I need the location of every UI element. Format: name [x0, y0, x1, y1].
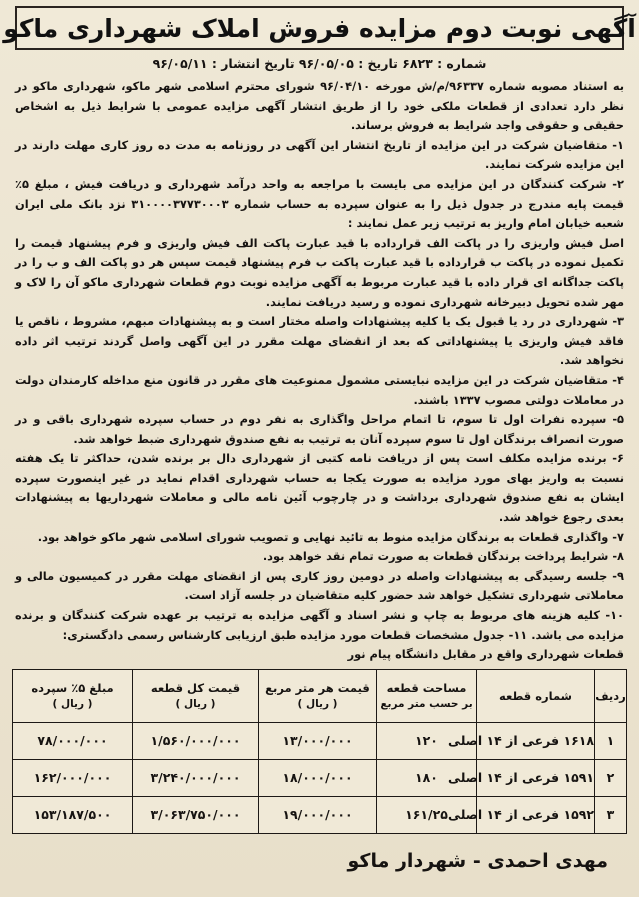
header-deposit-label: مبلغ ۵٪ سپرده [31, 680, 114, 695]
header-unit-price [259, 669, 377, 722]
cell-unit-price: ۱۹/۰۰۰/۰۰۰ [259, 796, 377, 833]
cell-unit-price: ۱۳/۰۰۰/۰۰۰ [259, 722, 377, 759]
condition-1: ۱- متقاضیان شرکت در این مزایده از تاریخ انتشار این آگهی در روزنامه به مدت ده روز کاری مهلت دارند در این مزایده شرکت نمایند. [15, 137, 624, 172]
cell-total-price: ۳/۲۴۰/۰۰۰/۰۰۰ [133, 759, 259, 796]
cell-plot-no: ۱۶۱۸ فرعی از ۱۴ اصلی [477, 722, 595, 759]
cell-deposit: ۱۵۳/۱۸۷/۵۰۰ [13, 796, 133, 833]
table-row [13, 796, 627, 833]
condition-9: ۹- جلسه رسیدگی به پیشنهادات واصله در دومین روز کاری پس از انقضای مهلت مقرر در کمیسیون مالی و معاملاتی شهرداری تشکیل خواهد شد حضور کلیه متقاضیان در جلسه آزاد است. [15, 568, 624, 603]
header-area-label: مساحت قطعه [386, 680, 467, 695]
header-total-price-label: قیمت کل قطعه [150, 680, 241, 695]
cell-row-no: ۳ [595, 796, 627, 833]
title-frame [3, 6, 636, 50]
condition-6: ۶- برنده مزایده مکلف است پس از دریافت نامه کتبی از شهرداری دال بر برنده شدن، حداکثر تا یک هفته نسبت به واریز بهای مورد مزایده به صورت یکجا به حساب شهرداری اقدام نماید در غیر اینصورت سپرده ایشان به نفع صندوق شهرداری برداشت و در چارچوب آئین نامه مالی و معاملات شهرداریها به پیشنهادات بعدی رجوع خواهد شد. [15, 451, 624, 525]
cell-area: ۱۸۰ [377, 759, 477, 796]
envelope-instructions: اصل فیش واریزی را در پاکت الف قرارداده با قید عبارت پاکت الف فیش واریزی و فرم پیشنهاد قیمت را تکمیل نموده در پاکت ب قرارداده با قید عبارت پاکت ب فرم پیشنهاد قیمت سپس هر دو پاکت الف و ب را در پاکت جداگانه ای قرار داده با قید عبارت مربوط به آگهی مزایده نوبت دوم قطعات شهرداری ماکو آن را لاک و مهر شده تحویل دبیرخانه شهرداری نموده و رسید دریافت نمایند. [15, 235, 624, 309]
header-unit-price-unit: ( ریال ) [297, 697, 338, 710]
header-plot-no: شماره قطعه [477, 669, 595, 722]
cell-plot-no: ۱۵۹۲ فرعی از ۱۴ اصلی [477, 796, 595, 833]
header-deposit-unit: ( ریال ) [52, 697, 93, 710]
cell-area: ۱۶۱/۲۵ [377, 796, 477, 833]
cell-unit-price: ۱۸/۰۰۰/۰۰۰ [259, 759, 377, 796]
cell-row-no: ۱ [595, 722, 627, 759]
header-deposit [13, 669, 133, 722]
condition-10-11: ۱۰- کلیه هزینه های مربوط به چاپ و نشر اسناد و آگهی مزایده به ترتیب بر عهده شرکت کنندگان و برنده مزایده می باشد. ۱۱- جدول مشخصات قطعات مورد مزایده طبق ارزیابی کارشناس رسمی دادگستری: [15, 608, 624, 642]
table-caption: قطعات شهرداری واقع در مقابل دانشگاه پیام نور [347, 647, 624, 662]
cell-row-no: ۲ [595, 759, 627, 796]
header-total-price [133, 669, 259, 722]
mayor-signature: مهدی احمدی - شهردار ماکو [347, 849, 608, 872]
notice-title: آگهی نوبت دوم مزایده فروش املاک شهرداری ماکو [3, 13, 636, 43]
table-header-row [13, 669, 627, 722]
notice-body [9, 77, 630, 665]
cell-total-price: ۱/۵۶۰/۰۰۰/۰۰۰ [133, 722, 259, 759]
intro-paragraph: به استناد مصوبه شماره ۹۶۳۳۷/م/ش مورخه ۹۶/۰۴/۱۰ شورای محترم اسلامی شهر ماکو، شهرداری ماکو در نظر دارد تعدادی از قطعات ملکی خود را از طریق انتشار آگهی مزایده عمومی با شرایط ذیل به اشخاص حقیقی و حقوقی واجد شرایط به فروش برساند. [15, 79, 625, 133]
condition-4: ۴- متقاضیان شرکت در این مزایده نبایستی مشمول ممنوعیت های مقرر در قانون منع مداخله کارمندان دولت در معاملات دولتی مصوب ۱۳۳۷ باشند. [15, 372, 624, 407]
cell-total-price: ۳/۰۶۳/۷۵۰/۰۰۰ [133, 796, 259, 833]
header-unit-price-label: قیمت هر متر مربع [265, 680, 370, 695]
header-area [377, 669, 477, 722]
condition-8: ۸- شرایط پرداخت برندگان قطعات به صورت تمام نقد خواهد بود. [262, 549, 624, 564]
header-total-price-unit: ( ریال ) [175, 697, 216, 710]
plots-table [12, 669, 627, 834]
table-row [13, 759, 627, 796]
cell-deposit: ۱۶۲/۰۰۰/۰۰۰ [13, 759, 133, 796]
header-row-no: ردیف [595, 669, 627, 722]
cell-area: ۱۲۰ [377, 722, 477, 759]
condition-2: ۲- شرکت کنندگان در این مزایده می بایست با مراجعه به واحد درآمد شهرداری و دریافت فیش ، مبلغ ۵٪ قیمت پایه مندرج در جدول ذیل را به عنوان سپرده به حساب شماره ۳۱۰۰۰۰۳۷۷۳۰۰۰۳ نزد بانک ملی ایران شعبه خیابان امام واریز به ترتیب زیر عمل نمایند : [15, 176, 625, 231]
cell-deposit: ۷۸/۰۰۰/۰۰۰ [13, 722, 133, 759]
condition-3: ۳- شهرداری در رد یا قبول یک یا کلیه پیشنهادات واصله مختار است و به پیشنهادات مبهم، مشروط ، ناقص یا فاقد فیش واریزی یا پیشنهاداتی که بعد از انقضای مهلت مقرر در این آگهی واصل گردند ترتیب اثر داده نخواهد شد. [15, 314, 624, 368]
condition-5: ۵- سپرده نفرات اول تا سوم، تا اتمام مراحل واگذاری به نفر دوم در حساب سپرده شهرداری باقی و در صورت انصراف برندگان اول تا سوم سپرده آنان به ترتیب به نفع صندوق شهرداری ضبط خواهد شد. [15, 412, 624, 446]
table-row [13, 722, 627, 759]
header-area-unit: بر حسب متر مربع [380, 697, 473, 710]
condition-7: ۷- واگذاری قطعات به برندگان مزایده منوط به تائید نهایی و تصویب شورای اسلامی شهر ماکو خواهد بود. [37, 529, 624, 544]
cell-plot-no: ۱۵۹۱ فرعی از ۱۴ اصلی [477, 759, 595, 796]
notice-reference-line: شماره : ۶۸۲۳ تاریخ : ۹۶/۰۵/۰۵ تاریخ انتشار : ۹۶/۰۵/۱۱ [152, 56, 487, 71]
